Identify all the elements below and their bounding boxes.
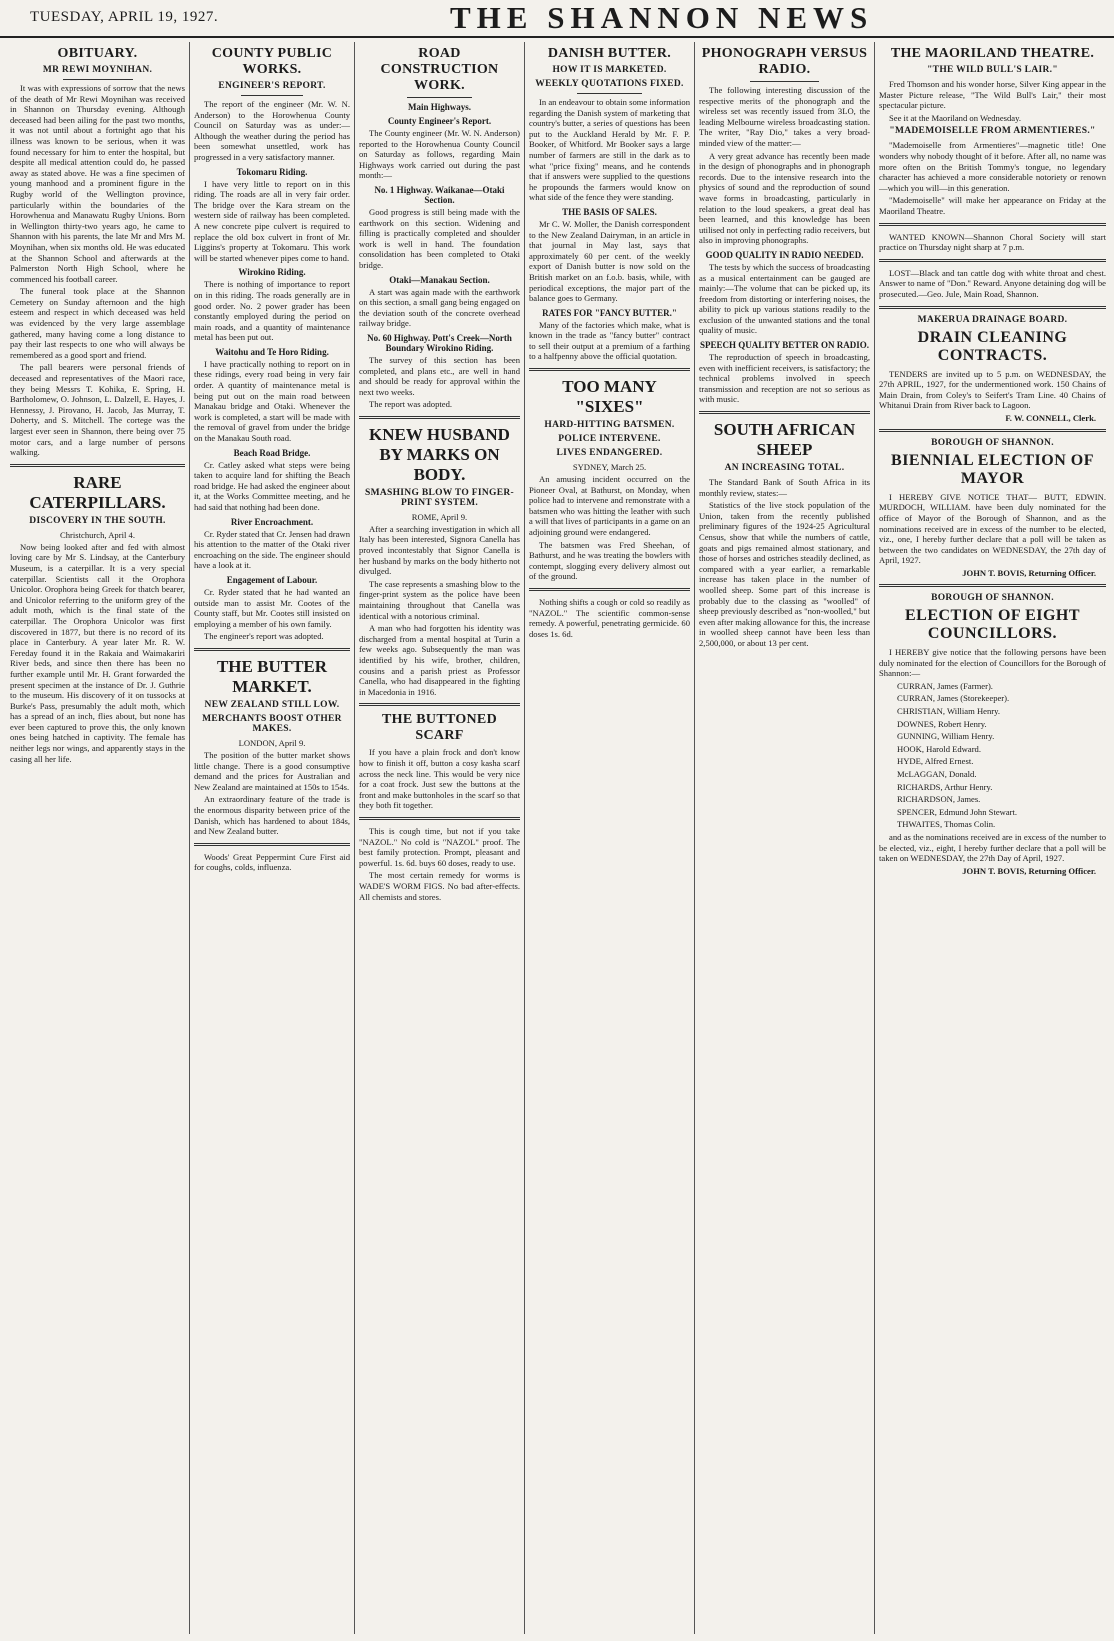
- borough-title: BOROUGH OF SHANNON.: [931, 593, 1054, 604]
- road-subhead: County Engineer's Report.: [387, 116, 492, 126]
- theatre-paragraph: Fred Thomson and his wonder horse, Silver King appear in the Master Picture release, "The Wild Bull's Lair," their most spectacular picture.: [879, 79, 1106, 111]
- caterpillars-paragraph: Now being looked after and fed with almost loving care by Mr S. Lindsay, at the Canterbury Museum, is a caterpillar. It is a very special caterpillar. Scientists call it the Orophora Unicolor. Orophora being Greek for thatch bearer, and Unicolor referring to the uniform grey of the adult moth, which is the final state of the caterpillar. The Orophora Unicolor was first discovered in 1877, but there is no record of its place in Canterbury. A year later Mr. R. W. Fereday found it in the Rakaia and Waimakariri River beds, and since then there has been no further example until Mr. H. Grant forwarded the present specimen at the instance of Dr. J. Guthrie to the museum. His discovery of it on tussocks at Burke's Pass, presumably the adult moth, which has a spread of an inch, flies about, but none has ever been captured to prove this, the only known ones being hatched in captivity. The female has neither legs nor wings, and apparently stays in the casing all her life.: [10, 541, 185, 764]
- works-title: COUNTY PUBLIC WORKS.: [211, 46, 333, 77]
- road-subhead: No. 1 Highway. Waikanae—Otaki Section.: [374, 184, 505, 205]
- sixes-paragraph: An amusing incident occurred on the Pioneer Oval, at Bathurst, on Monday, when police had to intervene and remonstrate with a batsmen who was hitting the leather with such a will that lives of participants in a game on an adjoining ground were endangered.: [529, 474, 690, 538]
- works-paragraph: Cr. Ryder stated that Cr. Jensen had drawn his attention to the matter of the Otaki river encroaching on the side. The engineer should have a look at it.: [194, 528, 350, 571]
- road-paragraph: The survey of this section has been completed, and plans etc., are well in hand and should be ready for approval within the next two weeks.: [359, 354, 520, 397]
- divider: [359, 416, 520, 419]
- nazol-ad: This is cough time, but not if you take "NAZOL." No cold is "NAZOL" proof. The best family protection. Prompt, pleasant and powerful. 1s. 6d. buys 60 doses, ready to use.: [359, 825, 520, 868]
- sixes-title: TOO MANY "SIXES": [562, 377, 657, 417]
- signature: JOHN T. BOVIS, Returning Officer.: [962, 568, 1096, 579]
- sheep-paragraph: Statistics of the live stock population of the Union, taken from the recently published preliminary figures of the 1924-25 Agricultural Census, show that while the numbers of cattle, goats and pigs remained almost stationary, and those of horses and ostriches steadily declined, as compared with a year earlier, a remarkable increase has taken place in the number of woolled sheep. Some part of this increase is probably due to the classing as "woolled" of sheep previously described as "non-woolled," but even after making allowance for this, the increase in woolled sheep cannot have been less than 2,500,000, or about 13 per cent.: [699, 500, 870, 648]
- works-subhead: Waitohu and Te Horo Riding.: [215, 346, 329, 357]
- divider: [63, 79, 133, 80]
- danish-butter-paragraph: In an endeavour to obtain some information regarding the Danish system of marketing that country's butter, a series of questions has been put to the Auckland Herald by Mr. F. P. Booker, of Whitford. Mr Booker says a large number of farmers are still in the dark as to what "price fixing" means, and he contends that if answers were supplied to the questions he propounds the farmers would know on what side of the fence they were standing.: [529, 97, 690, 203]
- works-subtitle: ENGINEER'S REPORT.: [218, 81, 326, 91]
- divider: [241, 95, 303, 96]
- road-paragraph: The County engineer (Mr. W. N. Anderson) reported to the Horowhenua County Council on Saturday as follows, regarding Main Highways work carried out during the past month:—: [359, 128, 520, 181]
- mayor-election-title: BIENNIAL ELECTION OF MAYOR: [891, 451, 1094, 487]
- sheep-paragraph: The Standard Bank of South Africa in its monthly review, states:—: [699, 477, 870, 498]
- list-item: CURRAN, James (Farmer).: [897, 680, 993, 691]
- list-item: DOWNES, Robert Henry.: [897, 718, 987, 729]
- theatre-paragraph: See it at the Maoriland on Wednesday.: [889, 112, 1021, 123]
- divider: [879, 429, 1106, 432]
- divider: [194, 648, 350, 651]
- works-paragraph: There is nothing of importance to report on in this riding. The roads generally are in good order. No. 2 power grader has been constantly employed during the period on main roads, and a quantity of maintenance metal has been put out.: [194, 279, 350, 343]
- list-item: RICHARDSON, James.: [897, 794, 981, 805]
- nazol-ad: Nothing shifts a cough or cold so readily as "NAZOL." The scientific common-sense remedy. A powerful, penetrating germicide. 60 doses 1s. 6d.: [529, 597, 690, 639]
- phonograph-paragraph: A very great advance has recently been made in the design of phonographs and in phonograph records. Due to the intensive research into the physics of sound and the reproduction of sound wave forms in broadcasting, particularly in relation to the loud speakers, a great deal has been learned, and this knowledge has been utilised not only in perfecting radio receivers, but also in improving phonographs.: [699, 150, 870, 246]
- sixes-subtitle: POLICE INTERVENE.: [558, 434, 661, 445]
- divider: [750, 81, 818, 82]
- works-paragraph: I have very little to report on in this riding. The roads are all in very fair order. The bridge over the Kara stream on the western side of railway has been completed. A new concrete pipe culvert is required to replace the old box culvert in front of Mr. Liggins's property at Tokomaru. This work will be started whenever pipes come to hand.: [194, 178, 350, 263]
- divider: [359, 703, 520, 706]
- council-election-title: ELECTION OF EIGHT COUNCILLORS.: [904, 607, 1081, 643]
- dateline: Christchurch, April 4.: [60, 529, 135, 540]
- knew-husband-subtitle: SMASHING BLOW TO FINGER-PRINT SYSTEM.: [365, 487, 514, 508]
- column-4: [524, 42, 694, 1634]
- column-2: [189, 42, 354, 1634]
- phonograph-title: PHONOGRAPH VERSUS RADIO.: [701, 46, 868, 77]
- road-work-title: ROAD CONSTRUCTION WORK.: [380, 46, 499, 93]
- knew-husband-title: KNEW HUSBAND BY MARKS ON BODY.: [369, 424, 510, 484]
- works-subhead: Beach Road Bridge.: [233, 447, 311, 458]
- divider: [529, 588, 690, 591]
- sixes-subtitle: HARD-HITTING BATSMEN.: [544, 420, 675, 431]
- sheep-title: SOUTH AFRICAN SHEEP: [713, 420, 856, 460]
- borough-title: BOROUGH OF SHANNON.: [931, 437, 1054, 448]
- drain-contracts-title: DRAIN CLEANING CONTRACTS.: [917, 328, 1068, 364]
- signature: F. W. CONNELL, Clerk.: [1005, 412, 1096, 423]
- list-item: THWAITES, Thomas Colin.: [897, 819, 996, 830]
- works-paragraph: Cr. Catley asked what steps were being taken to acquire land for shifting the Beach road bridge. He had asked the engineer about it, at the Works Committee meeting, and he had said that nothing had been done.: [194, 459, 350, 512]
- list-item: SPENCER, Edmund John Stewart.: [897, 806, 1018, 817]
- works-paragraph: The report of the engineer (Mr. W. N. Anderson) to the Horowhenua County Council on Saturday was as under:— Although the weather during the period has been somewhat unsettled, work has progressed in a very satisfactory manner.: [194, 99, 350, 162]
- works-paragraph: The engineer's report was adopted.: [204, 631, 324, 642]
- butter-market-paragraph: An extraordinary feature of the trade is the enormous disparity between price of the Danish, which has hardened to about 184s, and New Zealand butter.: [194, 794, 350, 837]
- knew-husband-paragraph: A man who had forgotten his identity was discharged from a mental hospital at Turin a few weeks ago. Subsequently the man was identified by his wife, brother, children, cousins and a parish priest as Professor Canella, who had disappeared in the fighting in Macedonia in 1916.: [359, 623, 520, 697]
- works-paragraph: I have practically nothing to report on in these ridings, every road being in very fair order. A quantity of maintenance metal is being put out on the main road between Manakau bridge and Otaki. Whenever the work is completed, a start will be made with the removal of gravel from under the bridge on the Manakau South road.: [194, 358, 350, 444]
- armentieres-paragraph: "Mademoiselle" will make her appearance on Friday at the Maoriland Theatre.: [879, 195, 1106, 216]
- works-subhead: Tokomaru Riding.: [236, 166, 308, 177]
- dateline: ROME, April 9.: [411, 511, 468, 522]
- issue-date: TUESDAY, APRIL 19, 1927.: [30, 9, 219, 25]
- list-item: HOOK, Harold Edward.: [897, 743, 982, 754]
- butter-market-title: THE BUTTER MARKET.: [216, 656, 328, 696]
- list-item: CURRAN, James (Storekeeper).: [897, 693, 1010, 704]
- danish-butter-paragraph: Mr C. W. Moller, the Danish correspondent to the New Zealand Dairyman, in an article in that journal in May last, says that approximately 60 per cent. of the weekly export of Danish butter is now sold on the British market on an f.o.b. basis, while, with periodical exceptions, the major part of the balance goes to Germany.: [529, 218, 690, 304]
- works-subhead: River Encroachment.: [230, 516, 314, 527]
- phonograph-subhead: SPEECH QUALITY BETTER ON RADIO.: [700, 340, 869, 351]
- drain-contracts-paragraph: TENDERS are invited up to 5 p.m. on WEDNESDAY, the 27th APRIL, 1927, for the undermentioned work. 150 Chains of Main Drain, from Coley's to Seifert's Tram Line. 40 Chains of Whitanui Drain from River back to Lagoon.: [879, 368, 1106, 411]
- obituary-subtitle: MR REWI MOYNIHAN.: [42, 65, 153, 75]
- divider: [879, 584, 1106, 587]
- masthead: [0, 0, 1114, 38]
- road-subhead: Otaki—Manakau Section.: [389, 274, 490, 285]
- list-item: CHRISTIAN, William Henry.: [897, 706, 1001, 716]
- divider: [194, 843, 350, 846]
- worm-figs-ad: The most certain remedy for worms is WADE'S WORM FIGS. No bad after-effects. All chemists and stores.: [359, 870, 520, 902]
- phonograph-subhead: GOOD QUALITY IN RADIO NEEDED.: [705, 249, 864, 260]
- theatre-title: THE MAORILAND THEATRE.: [890, 46, 1095, 61]
- makerua-title: MAKERUA DRAINAGE BOARD.: [917, 314, 1068, 325]
- danish-butter-subhead: RATES FOR "FANCY BUTTER.": [542, 307, 677, 318]
- phonograph-paragraph: The tests by which the success of broadcasting as a musical entertainment can be gauged are mainly:—The volume that can be picked up, its freedom from distorting or interfering noises, the ability to pick up various stations readily to the exclusion of the unwanted stations and the tonal quality of music.: [699, 261, 870, 336]
- divider: [699, 411, 870, 414]
- obituary-paragraph: The pall bearers were personal friends of deceased and representatives of the Maori race, they being Messrs T. Kohika, E. Spring, H. Bartholomew, O. Johnson, L. Dalzell, E. Hayes, J. Hennessy, J. Pirovano, H. Jacob, Jas Murray, T. Doherty, and S. Mitchell. The cortege was the largest ever seen in Shannon, there being over 75 motor cars, and a large number of persons walking.: [10, 362, 185, 458]
- danish-butter-subhead: THE BASIS OF SALES.: [562, 206, 657, 217]
- armentieres-paragraph: "Mademoiselle from Armentieres"—magnetic title! One wonders why nobody thought of it before. After all, no name was more often on the British Tommy's tongue, no legendary character has achieved a more considerable notoriety or renown—which you will—in this generation.: [879, 140, 1106, 193]
- works-subhead: Engagement of Labour.: [226, 574, 318, 585]
- sheep-subtitle: AN INCREASING TOTAL.: [724, 463, 845, 474]
- butter-market-paragraph: The position of the butter market shows little change. There is a good consumptive demand and the prices for Australian and New Zealand are maintained at 150s to 154s.: [194, 749, 350, 792]
- danish-butter-paragraph: Many of the factories which make, what is known in the trade as "fancy butter" contract to sell their output at a premium of a farthing to a halfpenny above the official quotation.: [529, 319, 690, 362]
- list-item: RICHARDS, Arthur Henry.: [897, 781, 993, 792]
- lost-dog-notice: LOST—Black and tan cattle dog with white throat and chest. Answer to name of "Don." Reward. Anyone detaining dog will be prosecuted.—Geo. Jule, Main Road, Shannon.: [879, 267, 1106, 299]
- road-subhead: No. 60 Highway. Pott's Creek—North Boundary Wirokino Riding.: [367, 332, 512, 353]
- divider: [879, 306, 1106, 309]
- divider: [10, 464, 185, 467]
- butter-market-subtitle: MERCHANTS BOOST OTHER MAKES.: [202, 713, 342, 734]
- road-paragraph: The report was adopted.: [369, 399, 453, 410]
- dateline: LONDON, April 9.: [238, 737, 306, 748]
- caterpillars-title: RARE CATERPILLARS.: [29, 472, 166, 512]
- works-subhead: Wirokino Riding.: [238, 267, 306, 278]
- dateline: SYDNEY, March 25.: [572, 462, 647, 473]
- road-subhead: Main Highways.: [407, 102, 471, 112]
- danish-butter-title: DANISH BUTTER.: [547, 46, 672, 61]
- divider: [879, 259, 1106, 262]
- divider: [529, 368, 690, 371]
- obituary-paragraph: It was with expressions of sorrow that the news of the death of Mr Rewi Moynihan was received in Shannon on Thursday evening. Although deceased had been ailing for the past two months, it was not until about a fortnight ago that his illness was known to be serious, when it was found necessary for him to enter the hospital, but despite all medical attention could do, he passed away as stated above. He was a fine specimen of young manhood and a prominent figure in the Rugby world of the Wellington province, particularly within the boundaries of the Horowhenua and Manawatu Rugby Unions. Born in Wellington thirty-two years ago, he came to Shannon with his parents, the late Mr and Mrs M. Moynihan, when six months old. He was educated at the Shannon School and afterwards at the Palmerston North High School, where he commenced his football career.: [10, 83, 185, 284]
- buttoned-scarf-title: THE BUTTONED SCARF: [382, 712, 497, 744]
- list-item: McLAGGAN, Donald.: [897, 768, 977, 779]
- newspaper-title: THE SHANNON NEWS: [450, 0, 874, 35]
- obituary-paragraph: The funeral took place at the Shannon Cemetery on Sunday afternoon and the high esteem and respect in which deceased was held was evidenced by the very large assemblage gathered, many having come a long distance to pay their last respects to one who will always be remembered as a good sport and friend.: [10, 286, 185, 360]
- obituary-title: OBITUARY.: [57, 46, 138, 61]
- works-paragraph: Cr. Ryder stated that he had wanted an outside man to assist Mr. Cootes of the County staff, but Mr. Cootes still insisted on employing a member of his own family.: [194, 586, 350, 629]
- divider: [359, 817, 520, 820]
- butter-market-subtitle: NEW ZEALAND STILL LOW.: [204, 699, 340, 710]
- divider: [407, 97, 471, 98]
- phonograph-paragraph: The reproduction of speech in broadcasting, even with inefficient receivers, is satisfactory; the technical problems involved in speech transmission and reception are not so serious as with music.: [699, 352, 870, 405]
- column-5: [694, 42, 874, 1634]
- knew-husband-paragraph: The case represents a smashing blow to the finger-print system as the police have been maintaining throughout that Canella was identical with a notorious criminal.: [359, 578, 520, 621]
- buttoned-scarf-paragraph: If you have a plain frock and don't know how to finish it off, button a cosy kasha scarf across the neck line. This would be very nice for a coat frock. Just sew the buttons at the front and make buttonholes in the scarf so that they both fit together.: [359, 747, 520, 811]
- column-1: [6, 42, 189, 1634]
- danish-butter-subtitle: HOW IT IS MARKETED.: [552, 65, 667, 75]
- divider: [879, 223, 1106, 226]
- peppermint-cure-ad: Woods' Great Peppermint Cure First aid for coughs, colds, influenza.: [194, 851, 350, 873]
- sixes-subtitle: LIVES ENDANGERED.: [556, 448, 663, 459]
- council-election-paragraph: I HEREBY give notice that the following persons have been duly nominated for the election of Councillors for the Borough of Shannon:—: [879, 647, 1106, 679]
- divider: [577, 93, 641, 94]
- caterpillars-subtitle: DISCOVERY IN THE SOUTH.: [29, 515, 166, 526]
- mayor-election-paragraph: I HEREBY GIVE NOTICE THAT— BUTT, EDWIN. MURDOCH, WILLIAM. have been duly nominated for the office of Mayor of the Borough of Shannon, and as the nominations received are in excess of the number to be elected, viz., one, I hereby further declare that a poll will be taken as between the two candidates on WEDNESDAY, the 27th day of April, 1927.: [879, 491, 1106, 566]
- candidate-list: [879, 681, 1106, 830]
- list-item: GUNNING, William Henry.: [897, 731, 995, 742]
- phonograph-paragraph: The following interesting discussion of the respective merits of the phonograph and the wireless set was recently issued from 3LO, the leading Melbourne wireless broadcasting station. The writer, "Ray Dio," takes a very broad-minded view of the matter:—: [699, 85, 870, 148]
- list-item: HYDE, Alfred Ernest.: [897, 756, 974, 767]
- danish-butter-subtitle: WEEKLY QUOTATIONS FIXED.: [535, 79, 684, 89]
- column-3: [354, 42, 524, 1634]
- council-election-paragraph: and as the nominations received are in excess of the number to be elected, viz., eight, I hereby further declare that a poll will be taken on WEDNESDAY, the 27th Day of April, 1927.: [879, 831, 1106, 864]
- road-paragraph: Good progress is still being made with the earthwork on this section. Widening and filling is practically completed and shoulder work is well in hand. The foundation consolidation has been completed to Otaki bridge.: [359, 206, 520, 270]
- column-6: [874, 42, 1110, 1634]
- wanted-known-notice: WANTED KNOWN—Shannon Choral Society will start practice on Thursday night sharp at 7 p.m.: [879, 231, 1106, 253]
- armentieres-title: "MADEMOISELLE FROM ARMENTIERES.": [889, 126, 1096, 137]
- road-paragraph: A start was again made with the earthwork on this section, a small gang being engaged on the deviation south of the concrete overhead railway bridge.: [359, 286, 520, 329]
- theatre-subtitle: "THE WILD BULL'S LAIR.": [927, 65, 1058, 75]
- sixes-paragraph: The batsmen was Fred Sheehan, of Bathurst, and he was treating the bowlers with contempt, slogging every delivery almost out of the ground.: [529, 539, 690, 582]
- knew-husband-paragraph: After a searching investigation in which all Italy has been interested, Signora Canella has proved incontestably that Signor Canella is her husband by marks on the body hitherto not divulged.: [359, 523, 520, 577]
- signature: JOHN T. BOVIS, Returning Officer.: [962, 865, 1096, 876]
